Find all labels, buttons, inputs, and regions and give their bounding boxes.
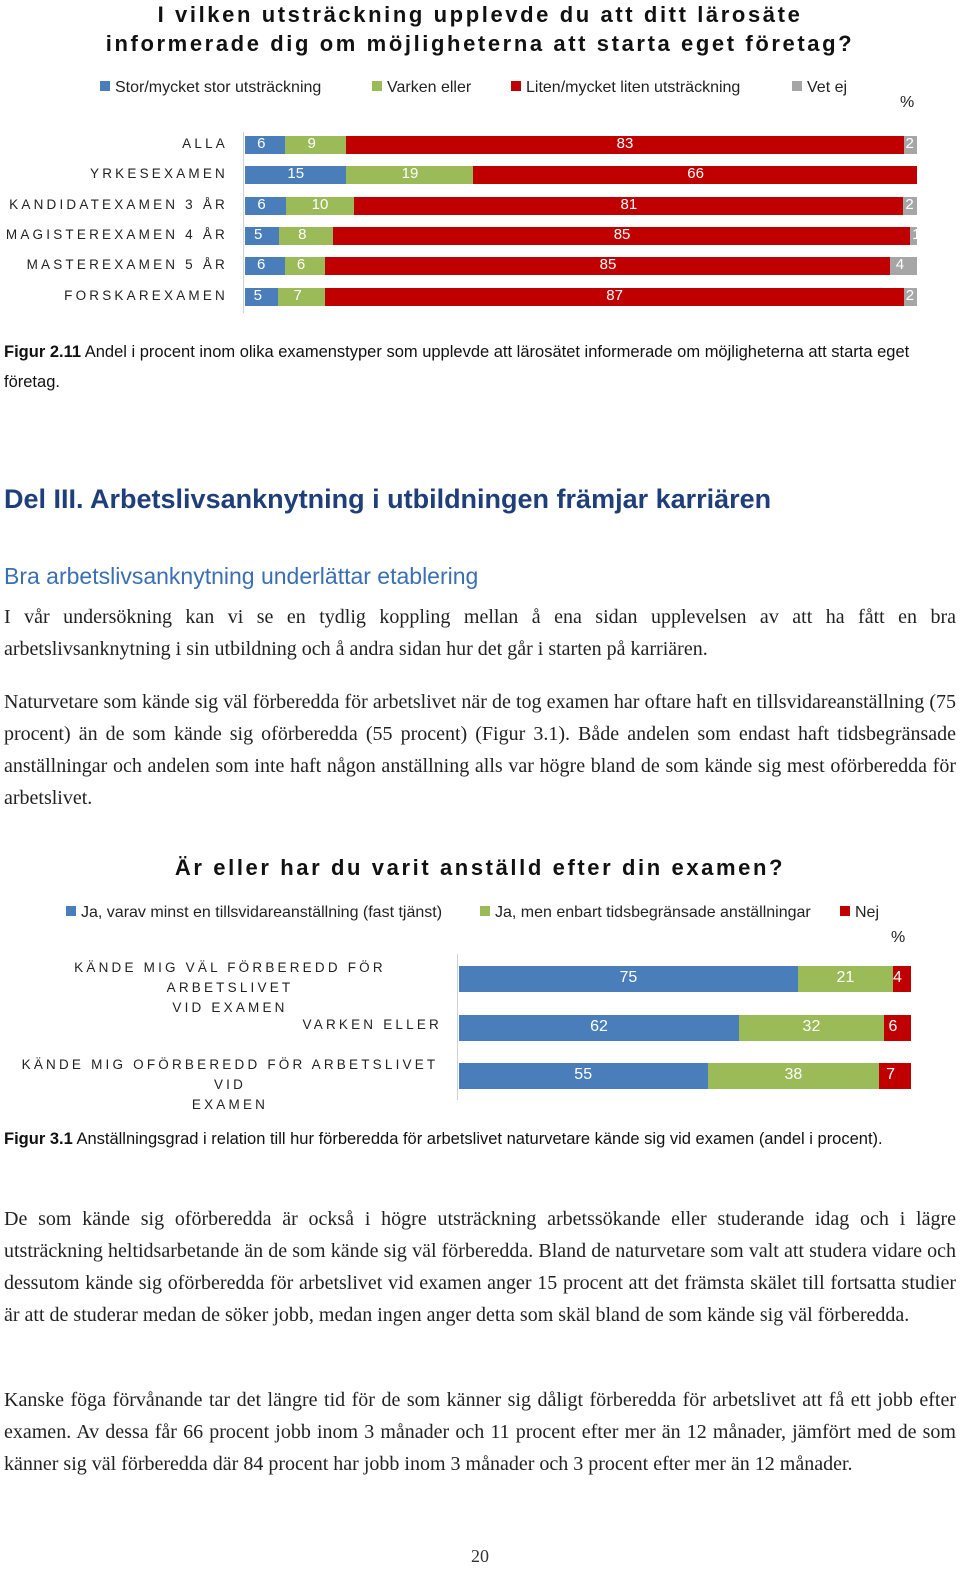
chart1-data-label: 85 [613,225,631,243]
legend-item-ja-varav-minst-en-tillsvidareanstallning-fast-tjanst [66,904,442,922]
chart1-data-label: 19 [401,165,419,183]
chart2-category-label: VARKEN ELLER [302,1017,442,1032]
figure-3-1-caption-text: Anställningsgrad i relation till hur förberedda för arbetslivet naturvetare kände sig vid examen (andel i procent). [72,1130,883,1148]
chart2-category-label-line: KÄNDE MIG OFÖRBEREDD FÖR ARBETSLIVET VID [21,1057,439,1092]
chart1-data-label: 2 [905,195,914,213]
figure-2-11-caption-number: Figur 2.11 [4,343,82,361]
chart2-data-label: 75 [619,969,638,986]
chart1-data-label: 6 [256,256,266,274]
chart1-data-label: 15 [287,165,305,183]
chart1-title-line2: informerade dig om möjligheterna att starta eget företag? [105,31,855,56]
legend-item-vet-ej [792,79,847,97]
chart1-data-label: 6 [257,195,266,213]
section-heading: Del III. Arbetslivsanknytning i utbildningen främjar karriären [4,484,772,514]
chart2-data-label: 6 [888,1017,898,1035]
chart1-data-label: 5 [253,286,262,304]
legend-label: Ja, men enbart tidsbegränsade anställningar [495,904,811,921]
chart2-category-label-line: VID EXAMEN [172,1000,288,1015]
legend-item-varken-eller [372,79,471,97]
chart2-bar-row [459,966,911,992]
chart1-data-label: 9 [307,135,316,152]
legend-swatch [372,81,382,91]
chart1-bar-row [245,197,917,215]
chart1-percent-label: % [900,94,915,111]
paragraph-3: De som kände sig oförberedda är också i högre utsträckning arbetssökande eller studerande idag och i lägre utsträckning heltidsarbetande än de som kände sig väl förberedda. Bland de naturvetare som valt att studera vidare och dessutom kände sig oförberedda för arbetslivet vid examen anger 15 procent att det främsta skälet till fortsatta studier är att de studerar medan de söker jobb, medan ingen anger detta som skäl bland de som kände sig väl förberedda. [4,1208,956,1326]
legend-label: Varken eller [387,79,472,96]
chart1-data-label: 10 [311,195,329,213]
chart2-data-label: 4 [892,969,902,986]
chart2-bar-segment [879,1063,911,1089]
chart1-data-label: 2 [905,286,915,304]
chart2-axis-line [457,954,458,1100]
legend-label: Nej [855,904,880,921]
chart1-bar-row [245,225,921,245]
paragraph-2: Naturvetare som kände sig väl förberedda för arbetslivet när de tog examen har oftare haft en tillsvidareanställning (75 procent) än de som kände sig oförberedda (55 procent) (Figur 3.1). Både andelen som endast haft tidsbegränsade anställningar och andelen som inte haft någon anställning alls var högre bland de som kände sig mest oförberedda för arbetslivet. [4,691,956,809]
chart1-data-label: 4 [895,256,905,274]
chart2-category-label-line: EXAMEN [191,1097,269,1112]
chart1-category-label: MAGISTEREXAMEN 4 ÅR [5,226,228,242]
paragraph-1: I vår undersökning kan vi se en tydlig koppling mellan å ena sidan upplevelsen av att ha fått en bra arbetslivsanknytning i sin utbildning och å andra sidan hur det går i starten på karriären. [4,606,956,660]
chart1-title-line1: I vilken utsträckning upplevde du att ditt lärosäte [157,2,803,27]
chart1-category-label: MASTEREXAMEN 5 ÅR [26,257,228,273]
legend-swatch [480,906,490,916]
chart1-data-label: 83 [616,135,634,152]
chart2-category-label [10,958,450,1018]
chart2-bar-row [459,1063,911,1089]
chart2-title: Är eller har du varit anställd efter din examen? [174,855,786,880]
chart2-data-label: 55 [574,1066,593,1083]
chart2-data-label: 21 [836,969,855,986]
figure-3-1-caption-number: Figur 3.1 [4,1130,73,1148]
legend-label: Liten/mycket liten utsträckning [526,79,741,96]
chart1-data-label: 6 [257,135,266,152]
legend-swatch [66,906,76,916]
figure-3-1-caption [4,1124,954,1154]
legend-swatch [100,81,110,91]
legend-label: Stor/mycket stor utsträckning [115,79,322,96]
chart1-data-label: 66 [687,165,704,183]
chart1-bar-row [245,257,917,275]
chart1-data-label: 7 [293,286,302,304]
legend-swatch [840,906,850,916]
legend-item-liten-mycket-liten-utstrackning [511,79,740,97]
chart1-data-label: 85 [599,256,617,274]
chart1-data-label: 0 [919,165,928,183]
figure-2-11-caption-text: Andel i procent inom olika examenstyper som upplevde att lärosätet informerade om möjligheterna att starta eget företag. [4,343,910,391]
figure-2-11-caption [4,337,954,397]
chart1-data-label: 6 [296,256,306,274]
chart2-data-label: 7 [886,1066,896,1083]
section-subheading: Bra arbetslivsanknytning underlättar etablering [4,563,479,589]
chart1-data-label: 8 [298,225,307,243]
chart1-bar-row [245,136,917,154]
chart2-data-label: 32 [802,1017,821,1035]
chart2-bar-row [459,1015,911,1041]
chart1-data-label: 87 [606,286,623,304]
page-number: 20 [471,1546,489,1566]
chart1-data-label: 5 [253,225,263,243]
chart2-percent-label: % [891,929,906,946]
chart2-data-label: 62 [590,1017,608,1035]
chart1-category-label: YRKESEXAMEN [90,166,228,182]
chart1-category-label: ALLA [182,136,228,151]
chart1-bar-row [245,288,917,306]
chart2-data-label: 38 [784,1066,803,1083]
legend-swatch [792,81,802,91]
chart1-category-label: FORSKAREXAMEN [64,287,228,303]
paragraph-4: Kanske föga förvånande tar det längre tid för de som känner sig dåligt förberedda för arbetslivet att få ett jobb efter examen. Av dessa får 66 procent jobb inom 3 månader och 11 procent efter mer än 12 månader, jämfört med de som känner sig väl förberedda där 84 procent har jobb inom 3 månader och 3 procent efter mer än 12 månader. [4,1389,956,1475]
legend-item-stor-mycket-stor-utstrackning [100,79,321,97]
legend-item-ja-men-enbart-tidsbegransade-anstallningar [480,904,811,922]
legend-label: Vet ej [807,79,848,96]
chart1-data-label: 81 [620,195,638,213]
legend-swatch [511,81,521,91]
chart2-category-label [10,1055,450,1115]
legend-item-nej [840,904,879,922]
chart1-category-label: KANDIDATEXAMEN 3 ÅR [9,196,228,212]
chart1-data-label: 1 [912,225,921,243]
legend-label: Ja, varav minst en tillsvidareanställning (fast tjänst) [81,904,443,921]
chart1-bar-row [245,165,928,184]
chart2-category-label-line: KÄNDE MIG VÄL FÖRBEREDD FÖR ARBETSLIVET [74,960,386,995]
chart1-data-label: 2 [905,135,914,152]
chart1-axis-line [243,132,244,313]
